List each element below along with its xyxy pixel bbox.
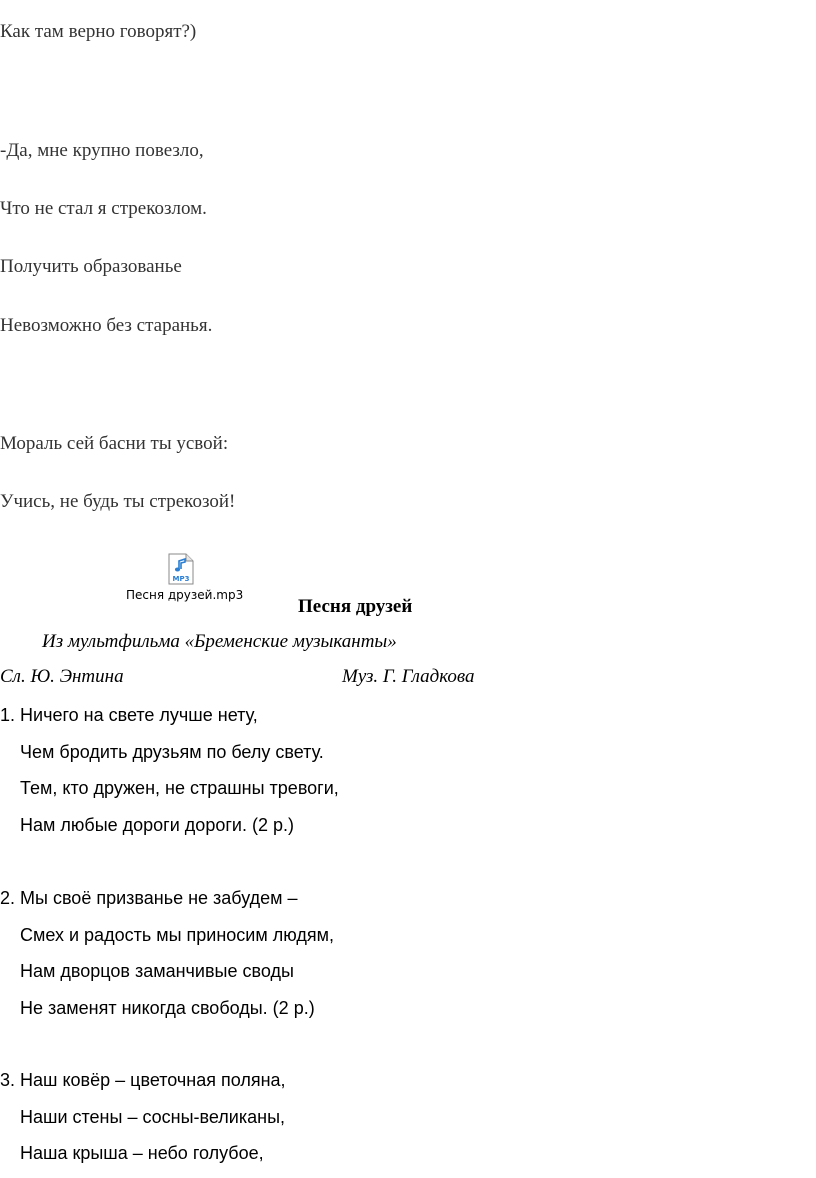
verse-line: Смех и радость мы приносим людям, xyxy=(20,925,334,945)
verse-line: Нам любые дороги дороги. (2 р.) xyxy=(20,815,294,835)
fable-moral-line: Мораль сей басни ты усвой: xyxy=(0,433,229,454)
verse-line: Чем бродить друзьям по белу свету. xyxy=(20,742,324,762)
mp3-attachment[interactable] xyxy=(120,553,250,603)
verse-line: Не заменят никогда свободы. (2 р.) xyxy=(20,998,315,1018)
fable-line: Что не стал я стрекозлом. xyxy=(0,198,207,219)
song-composer: Муз. Г. Гладкова xyxy=(342,666,475,687)
song-subtitle: Из мультфильма «Бременские музыканты» xyxy=(42,631,397,652)
verse-line: 1. Ничего на свете лучше нету, xyxy=(0,705,258,725)
song-lyricist: Сл. Ю. Энтина xyxy=(0,666,124,687)
fable-line: -Да, мне крупно повезло, xyxy=(0,140,204,161)
verse-line: 2. Мы своё призванье не забудем – xyxy=(0,888,298,908)
verse-line: Наша крыша – небо голубое, xyxy=(20,1143,264,1163)
attachment-filename[interactable]: Песня друзей.mp3 xyxy=(126,588,244,602)
verse-line: Тем, кто дружен, не страшны тревоги, xyxy=(20,778,339,798)
fable-line: Как там верно говорят?) xyxy=(0,21,197,42)
verse-line: 3. Наш ковёр – цветочная поляна, xyxy=(0,1070,286,1090)
verse-line: Наши стены – сосны-великаны, xyxy=(20,1107,286,1127)
fable-line: Получить образованье xyxy=(0,256,182,277)
mp3-icon-text: MP3 xyxy=(172,575,190,583)
fable-moral-line: Учись, не будь ты стрекозой! xyxy=(0,491,236,512)
fable-line: Невозможно без старанья. xyxy=(0,315,213,336)
verse-line: Нам дворцов заманчивые своды xyxy=(20,961,294,981)
mp3-file-icon[interactable] xyxy=(168,553,194,585)
song-title: Песня друзей xyxy=(298,596,413,617)
